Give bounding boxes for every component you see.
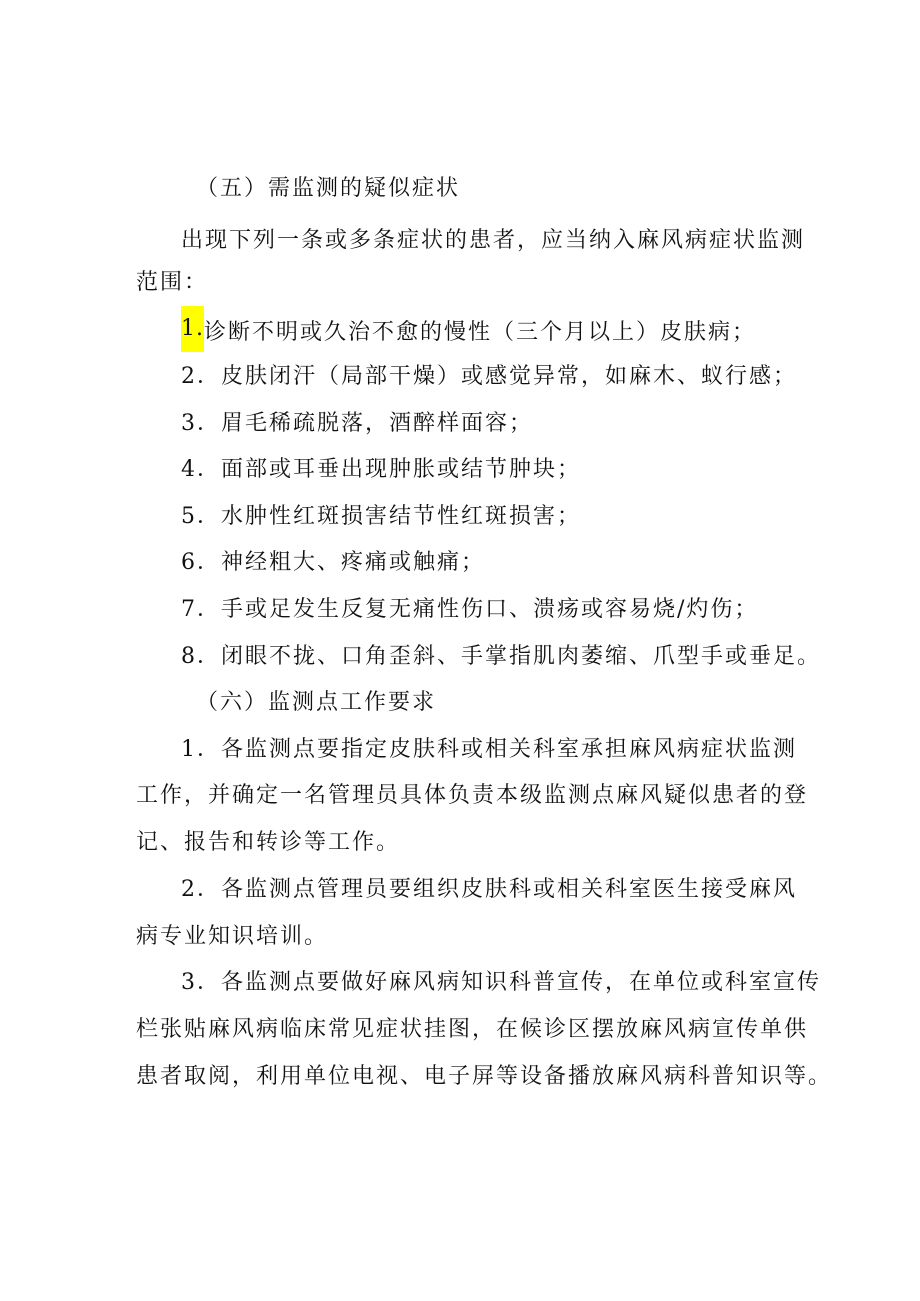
section-five-intro-line-2: 范围： [136, 270, 209, 295]
requirement-1-line-3: 记、报告和转诊等工作。 [136, 830, 401, 855]
symptom-item-text: 诊断不明或久治不愈的慢性（三个月以上）皮肤病； [204, 320, 757, 345]
highlighted-item-number: 1. [181, 306, 204, 352]
symptom-item-5: 5．水肿性红斑损害结节性红斑损害； [181, 504, 581, 529]
section-five-intro-line-1: 出现下列一条或多条症状的患者，应当纳入麻风病症状监测 [181, 228, 806, 253]
symptom-item-7: 7．手或足发生反复无痛性伤口、溃疡或容易烧/灼伤； [181, 597, 759, 622]
section-five-heading: （五）需监测的疑似症状 [196, 176, 461, 201]
symptom-item-2: 2．皮肤闭汗（局部干燥）或感觉异常，如麻木、蚁行感； [181, 364, 797, 389]
symptom-item-8: 8．闭眼不拢、口角歪斜、手掌指肌肉萎缩、爪型手或垂足。 [181, 644, 821, 669]
requirement-3-line-2: 栏张贴麻风病临床常见症状挂图，在候诊区摆放麻风病宣传单供 [136, 1017, 809, 1042]
symptom-item-4: 4．面部或耳垂出现肿胀或结节肿块； [181, 457, 581, 482]
requirement-2-line-2: 病专业知识培训。 [136, 924, 329, 949]
requirement-1-line-1: 1．各监测点要指定皮肤科或相关科室承担麻风病症状监测 [181, 737, 797, 762]
section-six-heading: （六）监测点工作要求 [196, 690, 437, 715]
requirement-3-line-3: 患者取阅，利用单位电视、电子屏等设备播放麻风病科普知识等。 [136, 1064, 833, 1089]
requirement-3-line-1: 3．各监测点要做好麻风病知识科普宣传，在单位或科室宣传 [181, 970, 821, 995]
requirement-1-line-2: 工作，并确定一名管理员具体负责本级监测点麻风疑似患者的登 [136, 783, 809, 808]
symptom-item-3: 3．眉毛稀疏脱落，酒醉样面容； [181, 411, 533, 436]
symptom-item-6: 6．神经粗大、疼痛或触痛； [181, 550, 485, 575]
symptom-item-1 [181, 314, 756, 344]
requirement-2-line-1: 2．各监测点管理员要组织皮肤科或相关科室医生接受麻风 [181, 877, 797, 902]
